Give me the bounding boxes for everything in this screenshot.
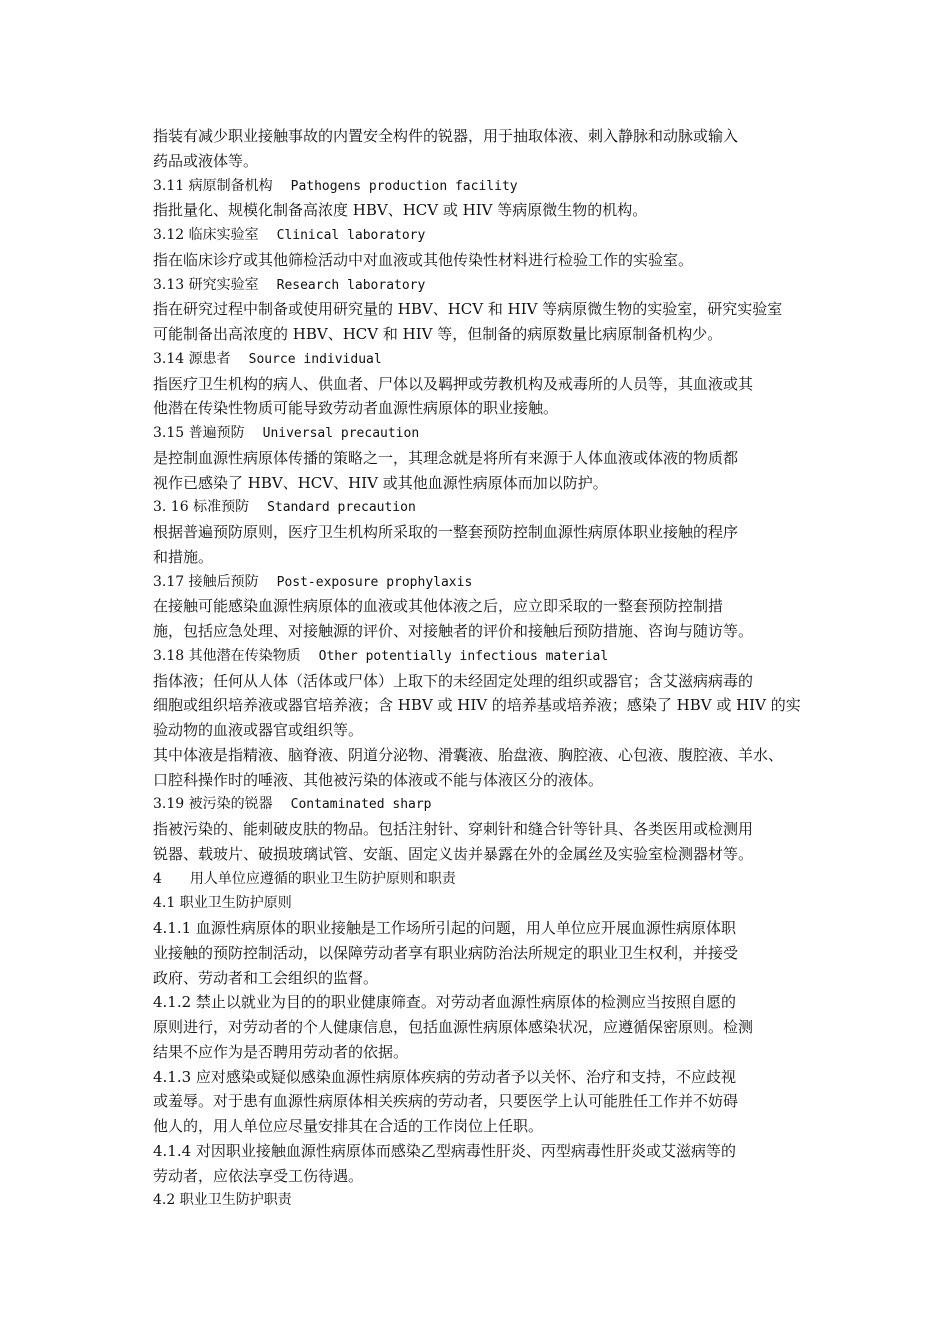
line-text: 可能制备出高浓度的 HBV、HCV 和 HIV 等，但制备的病原数量比病原制备机构少。 bbox=[153, 325, 723, 343]
text-line bbox=[153, 446, 813, 471]
line-text: 指医疗卫生机构的病人、供血者、尸体以及羁押或劳教机构及戒毒所的人员等，其血液或其 bbox=[153, 374, 754, 393]
line-text: 3.18 其他潜在传染物质 bbox=[153, 647, 301, 664]
text-line bbox=[153, 372, 813, 397]
line-text: 是控制血源性病原体传播的策略之一，其理念就是将所有来源于人体血液或体液的物质都 bbox=[153, 448, 739, 467]
text-line bbox=[153, 1089, 813, 1114]
line-text: 3.15 普遍预防 bbox=[153, 425, 245, 441]
section-heading bbox=[153, 273, 813, 298]
line-text: 3.13 研究实验室 bbox=[153, 276, 259, 293]
section-heading bbox=[153, 347, 813, 372]
text-line bbox=[153, 1139, 813, 1164]
text-line bbox=[153, 322, 813, 347]
section-heading bbox=[153, 570, 813, 595]
line-text: 指被污染的、能刺破皮肤的物品。包括注射针、穿刺针和缝合针等针具、各类医用或检测用 bbox=[153, 820, 754, 838]
section-heading bbox=[153, 867, 813, 892]
line-text: 3.17 接触后预防 bbox=[153, 573, 259, 590]
line-text: 3.11 病原制备机构 bbox=[153, 177, 273, 194]
text-line bbox=[153, 693, 813, 718]
line-text: 3.14 源患者 bbox=[153, 350, 231, 367]
text-line bbox=[153, 198, 813, 223]
english-term: Standard precaution bbox=[267, 500, 416, 516]
line-text: 验动物的血液或器官或组织等。 bbox=[153, 721, 364, 739]
english-term: Research laboratory bbox=[276, 277, 426, 293]
line-text: 和措施。 bbox=[153, 547, 214, 566]
text-line bbox=[153, 916, 813, 941]
text-line bbox=[153, 743, 813, 768]
section-heading bbox=[153, 223, 813, 248]
line-text: 细胞或组织培养液或器官培养液；含 HBV 或 HIV 的培养基或培养液；感染了 HBV 或 HIV 的实 bbox=[153, 696, 801, 715]
text-line bbox=[153, 966, 813, 991]
english-term: Other potentially infectious material bbox=[318, 648, 609, 664]
line-text: 3.12 临床实验室 bbox=[153, 227, 259, 243]
line-text: 口腔科操作时的唾液、其他被污染的体液或不能与体液区分的液体。 bbox=[153, 770, 604, 789]
line-text: 他人的，用人单位应尽量安排其在合适的工作岗位上任职。 bbox=[153, 1117, 544, 1135]
line-text: 结果不应作为是否聘用劳动者的依据。 bbox=[153, 1042, 409, 1061]
line-text: 原则进行，对劳动者的个人健康信息，包括血源性病原体感染状况，应遵循保密原则。检测 bbox=[153, 1018, 754, 1036]
text-line bbox=[153, 768, 813, 793]
section-heading bbox=[153, 891, 813, 916]
text-line bbox=[153, 248, 813, 273]
line-text: 劳动者，应依法享受工伤待遇。 bbox=[153, 1166, 364, 1185]
text-line bbox=[153, 545, 813, 570]
line-text: 4.1.3 应对感染或疑似感染血源性病原体疾病的劳动者予以关怀、治疗和支持，不应歧视 bbox=[153, 1067, 736, 1086]
line-text: 指在研究过程中制备或使用研究量的 HBV、HCV 和 HIV 等病原微生物的实验室，研究实验室 bbox=[153, 300, 783, 319]
section-heading bbox=[153, 495, 813, 520]
line-text: 其中体液是指精液、脑脊液、阴道分泌物、滑囊液、胎盘液、胸腔液、心包液、腹腔液、羊水、 bbox=[153, 745, 784, 764]
line-text: 指在临床诊疗或其他筛检活动中对血液或其他传染性材料进行检验工作的实验室。 bbox=[153, 250, 694, 269]
english-term: Universal precaution bbox=[262, 426, 420, 441]
line-text: 指体液；任何从人体（活体或尸体）上取下的未经固定处理的组织或器官；含艾滋病病毒的 bbox=[153, 671, 754, 690]
line-text: 4 用人单位应遵循的职业卫生防护原则和职责 bbox=[153, 870, 456, 887]
text-line bbox=[153, 396, 813, 421]
english-term: Clinical laboratory bbox=[276, 228, 426, 243]
text-line bbox=[153, 1040, 813, 1065]
line-text: 指装有减少职业接触事故的内置安全构件的锐器，用于抽取体液、刺入静脉和动脉或输入 bbox=[153, 127, 739, 145]
line-text: 在接触可能感染血源性病原体的血液或其他体液之后，应立即采取的一整套预防控制措 bbox=[153, 597, 724, 616]
line-text: 4.2 职业卫生防护职责 bbox=[153, 1192, 292, 1209]
section-heading bbox=[153, 421, 813, 446]
line-text: 锐器、载玻片、破损玻璃试管、安瓿、固定义齿并暴露在外的金属丝及实验室检测器材等。 bbox=[153, 844, 754, 863]
line-text: 或羞辱。对于患有血源性病原体相关疾病的劳动者，只要医学上认可能胜任工作并不妨碍 bbox=[153, 1092, 739, 1111]
english-term: Pathogens production facility bbox=[290, 178, 518, 194]
text-line bbox=[153, 149, 813, 174]
text-line bbox=[153, 520, 813, 545]
line-text: 根据普遍预防原则，医疗卫生机构所采取的一整套预防控制血源性病原体职业接触的程序 bbox=[153, 523, 739, 541]
line-text: 视作已感染了 HBV、HCV、HIV 或其他血源性病原体而加以防护。 bbox=[153, 473, 608, 492]
text-line bbox=[153, 1164, 813, 1189]
text-line bbox=[153, 619, 813, 644]
line-text: 政府、劳动者和工会组织的监督。 bbox=[153, 968, 379, 987]
text-line bbox=[153, 1065, 813, 1090]
section-heading bbox=[153, 792, 813, 817]
text-line bbox=[153, 471, 813, 496]
line-text: 3. 16 标准预防 bbox=[153, 499, 250, 516]
line-text: 4.1.2 禁止以就业为目的的职业健康筛查。对劳动者血源性病原体的检测应当按照自愿的 bbox=[153, 993, 736, 1012]
line-text: 施，包括应急处理、对接触源的评价、对接触者的评价和接触后预防措施、咨询与随访等。 bbox=[153, 622, 754, 640]
line-text: 4.1 职业卫生防护原则 bbox=[153, 895, 292, 912]
text-line bbox=[153, 297, 813, 322]
line-text: 4.1.4 对因职业接触血源性病原体而感染乙型病毒性肝炎、丙型病毒性肝炎或艾滋病等的 bbox=[153, 1141, 736, 1160]
line-text: 他潜在传染性物质可能导致劳动者血源性病原体的职业接触。 bbox=[153, 399, 559, 418]
text-line bbox=[153, 669, 813, 694]
english-term: Source individual bbox=[248, 351, 382, 367]
line-text: 3.19 被污染的锐器 bbox=[153, 796, 273, 813]
text-line bbox=[153, 1114, 813, 1139]
english-term: Contaminated sharp bbox=[290, 797, 432, 813]
english-term: Post-exposure prophylaxis bbox=[276, 574, 473, 590]
text-line bbox=[153, 1015, 813, 1040]
line-text: 指批量化、规模化制备高浓度 HBV、HCV 或 HIV 等病原微生物的机构。 bbox=[153, 201, 648, 220]
line-text: 4.1.1 血源性病原体的职业接触是工作场所引起的问题，用人单位应开展血源性病原体职 bbox=[153, 919, 736, 937]
text-line bbox=[153, 941, 813, 966]
text-line bbox=[153, 124, 813, 149]
text-line bbox=[153, 817, 813, 842]
text-line bbox=[153, 594, 813, 619]
section-heading bbox=[153, 1188, 813, 1213]
section-heading bbox=[153, 644, 813, 669]
line-text: 药品或液体等。 bbox=[153, 151, 259, 170]
line-text: 业接触的预防控制活动，以保障劳动者享有职业病防治法所规定的职业卫生权利，并接受 bbox=[153, 943, 739, 962]
text-line bbox=[153, 990, 813, 1015]
document-page bbox=[153, 124, 813, 1213]
text-line bbox=[153, 842, 813, 867]
section-heading bbox=[153, 174, 813, 199]
text-line bbox=[153, 718, 813, 743]
